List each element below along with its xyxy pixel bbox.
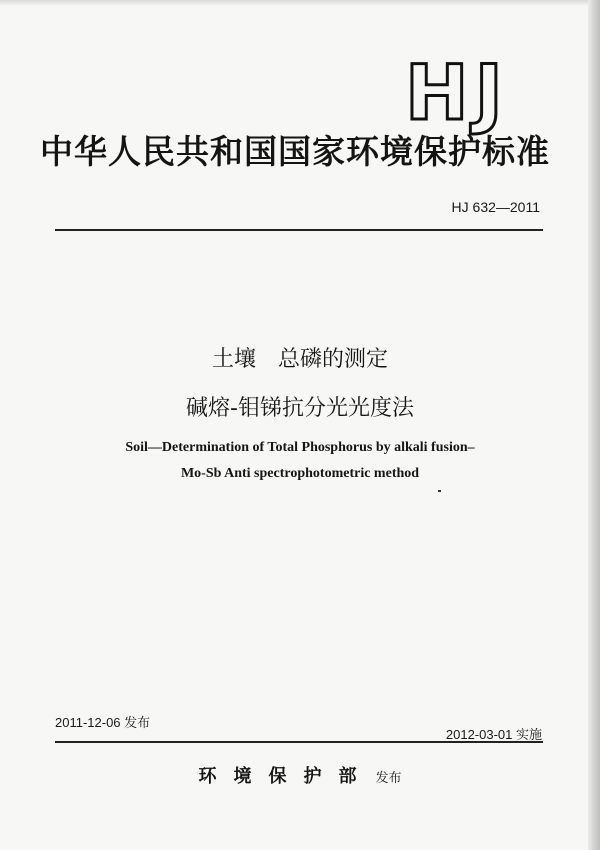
implementation-date: 2012-03-01 实施 [445, 727, 542, 742]
publisher [0, 762, 600, 788]
title-en-line-2: Mo-Sb Anti spectrophotometric method [180, 466, 420, 481]
issue-date: 2011-12-06 发布 [55, 715, 151, 730]
top-divider [55, 229, 543, 231]
scan-edge-top [0, 0, 600, 6]
publisher-suffix: 发布 [375, 771, 402, 786]
scan-speck [438, 490, 441, 492]
hj-logo: HJ [405, 48, 509, 137]
publisher-name: 环境保护部 [198, 766, 374, 787]
scan-edge-right [588, 0, 600, 850]
title-cn-line-2: 碱熔-钼锑抗分光光度法 [186, 396, 414, 421]
title-cn-line-1: 土壤 总磷的测定 [211, 347, 388, 372]
standard-number: HJ 632—2011 [451, 199, 540, 215]
title-en-line-1: Soil—Determination of Total Phosphorus by alkali fusion– [125, 440, 475, 455]
bottom-divider [55, 741, 543, 743]
standard-series-title: 中华人民共和国国家环境保护标准 [40, 132, 550, 171]
